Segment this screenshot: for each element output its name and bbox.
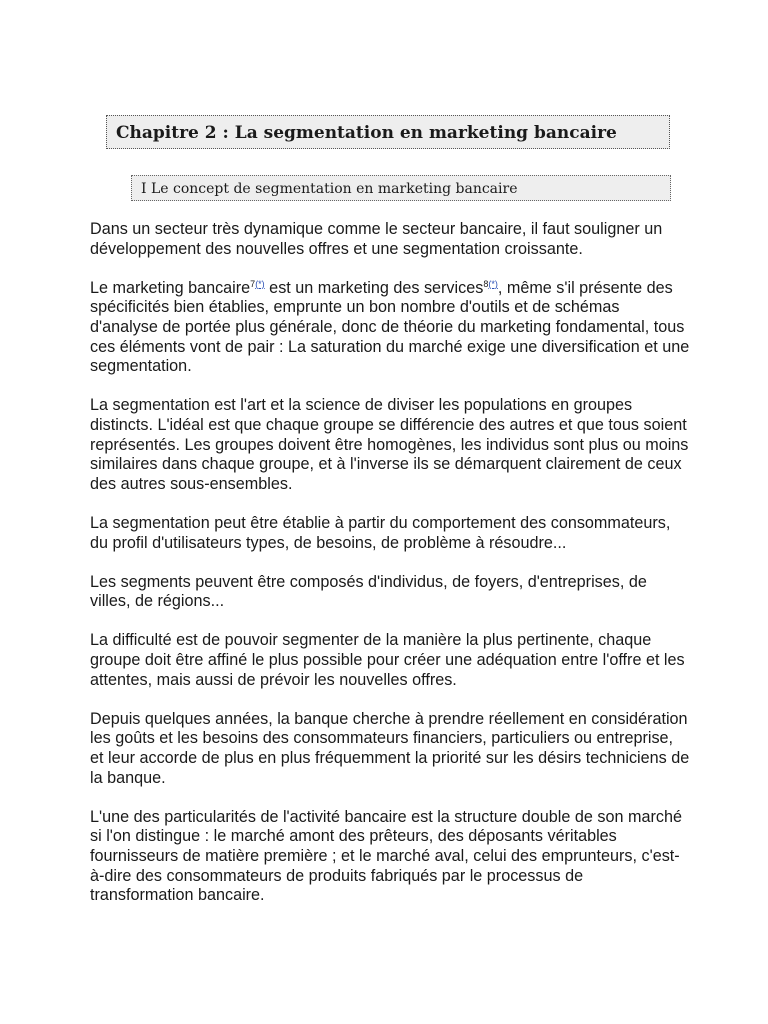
- paragraph-intro: Dans un secteur très dynamique comme le secteur bancaire, il faut souligner un développement des nouvelles offres et une segmentation croissante.: [90, 220, 663, 258]
- paragraph-text-part: Le marketing bancaire: [90, 278, 251, 297]
- chapter-heading: Chapitre 2 : La segmentation en marketing bancaire: [106, 115, 670, 149]
- footnote-number: 8: [483, 278, 489, 289]
- footnote-ref-8: [483, 279, 498, 289]
- paragraph-text-part: est un marketing des services: [264, 278, 484, 297]
- document-body: [90, 220, 690, 906]
- footnote-link[interactable]: (*): [255, 278, 265, 289]
- paragraph-definition: La segmentation est l'art et la science de diviser les populations en groupes distincts. L'idéal est que chaque groupe se différencie des autres et que tous soient représentés. Les groupes doivent être homogènes, les individus sont plus ou moins similaires dans chaque groupe, et à l'inverse ils se démarquent clairement de ceux des autres sous-ensembles.: [90, 396, 689, 493]
- paragraph-marketing-bancaire: [90, 279, 690, 377]
- paragraph-text-part: , même s'il présente des spécificités bien établies, emprunte un bon nombre d'outils et de schémas d'analyse de portée plus générale, donc de théorie du marketing fondamental, tous ces éléments vont de pair : La saturation du marché exige une diversification et une segmentation.: [90, 278, 690, 376]
- footnote-ref-7: [250, 279, 265, 289]
- paragraph-segments: Les segments peuvent être composés d'individus, de foyers, d'entreprises, de villes, de régions...: [90, 572, 647, 611]
- paragraph-double-structure: L'une des particularités de l'activité bancaire est la structure double de son marché si l'on distingue : le marché amont des prêteurs, des déposants véritables fournisseurs de matière première ; et le marché aval, celui des emprunteurs, c'est-à-dire des consommateurs de produits fabriqués par le processus de transformation bancaire.: [90, 807, 682, 905]
- section-heading: I Le concept de segmentation en marketing bancaire: [131, 175, 671, 201]
- paragraph-recent-years: Depuis quelques années, la banque cherche à prendre réellement en considération les goûts et les besoins des consommateurs financiers, particuliers ou entreprise, et leur accorde de plus en plus fréquemment la priorité sur les désirs techniciens de la banque.: [90, 709, 690, 787]
- footnote-link[interactable]: (*): [488, 278, 498, 289]
- footnote-number: 7: [250, 278, 256, 289]
- paragraph-criteria: La segmentation peut être établie à partir du comportement des consommateurs, du profil d'utilisateurs types, de besoins, de problème à résoudre...: [90, 513, 671, 552]
- paragraph-difficulty: La difficulté est de pouvoir segmenter de la manière la plus pertinente, chaque groupe doit être affiné le plus possible pour créer une adéquation entre l'offre et les attentes, mais aussi de prévoir les nouvelles offres.: [90, 631, 685, 689]
